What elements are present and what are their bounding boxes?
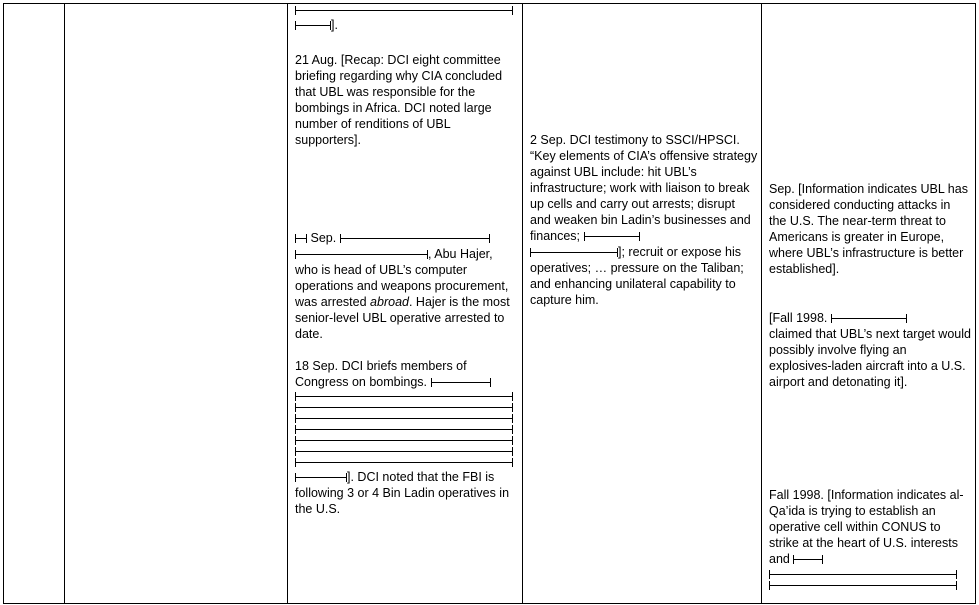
entry-date: Sep. bbox=[310, 231, 337, 245]
redaction-bar bbox=[431, 378, 491, 387]
redaction-bar bbox=[295, 473, 347, 482]
redaction-bar bbox=[295, 250, 428, 259]
entry-text-cont: . Hajer is the most senior-level UBL operative arrested to date. bbox=[295, 295, 510, 341]
table-top-border bbox=[3, 3, 975, 4]
redaction-bar bbox=[295, 6, 513, 15]
redaction-bar bbox=[295, 392, 513, 401]
table-bottom-border bbox=[3, 603, 975, 604]
redaction-tail-text: ]. bbox=[331, 18, 338, 32]
entry-2-sep bbox=[530, 132, 758, 308]
column-divider-1 bbox=[64, 3, 65, 604]
redaction-bar bbox=[295, 21, 331, 30]
entry-text: Fall 1998. [Information indicates al-Qa’ida is trying to establish an operative cell within CONUS to strike at the heart of U.S. interests and bbox=[769, 488, 964, 566]
column-divider-3 bbox=[522, 3, 523, 604]
redaction-bar bbox=[295, 425, 513, 434]
redaction-bar bbox=[295, 447, 513, 456]
redaction-block-top bbox=[295, 6, 519, 33]
redaction-bar bbox=[295, 458, 513, 467]
entry-18-sep bbox=[295, 358, 519, 517]
entry-fall-1998-conus bbox=[769, 487, 971, 592]
entry-sep-information: Sep. [Information indicates UBL has considered conducting attacks in the U.S. The near-term threat to Americans is greater in Europe, where UBL’s infrastructure is better established]. bbox=[769, 182, 968, 276]
redaction-bar bbox=[769, 581, 957, 590]
redaction-bar bbox=[584, 232, 640, 241]
column-divider-2 bbox=[287, 3, 288, 604]
redaction-bar bbox=[340, 234, 490, 243]
column-divider-4 bbox=[761, 3, 762, 604]
entry-emphasis: abroad bbox=[370, 295, 409, 309]
redaction-bar bbox=[831, 314, 907, 323]
entry-text: claimed that UBL’s next target would possibly involve flying an explosives-laden aircraft into a U.S. airport and detonating it]. bbox=[769, 327, 971, 389]
redaction-bar bbox=[793, 555, 823, 564]
table-right-border bbox=[975, 3, 976, 604]
entry-text-cont: ]; recruit or expose his operatives; … pressure on the Taliban; and enhancing unilateral capability to capture him. bbox=[530, 245, 744, 307]
redaction-bar bbox=[295, 234, 307, 243]
redaction-bar bbox=[295, 436, 513, 445]
entry-date: [Fall 1998. bbox=[769, 311, 828, 325]
entry-text: , Abu Hajer, who is head of UBL’s computer operations and weapons procurement, was arrested bbox=[295, 247, 509, 309]
entry-text: 18 Sep. DCI briefs members of Congress on bombings. bbox=[295, 359, 467, 389]
table-left-border bbox=[3, 3, 4, 604]
redaction-bar bbox=[530, 248, 618, 257]
entry-text: 2 Sep. DCI testimony to SSCI/HPSCI. “Key elements of CIA’s offensive strategy against UBL include: hit UBL’s infrastructure; work with liaison to break up cells and carry out arrests; disrupt and weaken bin Ladin’s businesses and finances; bbox=[530, 133, 758, 243]
entry-21-aug: 21 Aug. [Recap: DCI eight committee briefing regarding why CIA concluded that UBL was responsible for the bombings in Africa. DCI noted large number of renditions of UBL supporters]. bbox=[295, 53, 503, 147]
redaction-bar bbox=[295, 414, 513, 423]
redaction-bar bbox=[295, 403, 513, 412]
entry-fall-1998-aircraft bbox=[769, 310, 971, 390]
entry-text-cont: ]. DCI noted that the FBI is following 3 or 4 Bin Ladin operatives in the U.S. bbox=[295, 470, 510, 516]
entry-sep-abu-hajer bbox=[295, 230, 519, 342]
redaction-bar bbox=[769, 570, 957, 579]
